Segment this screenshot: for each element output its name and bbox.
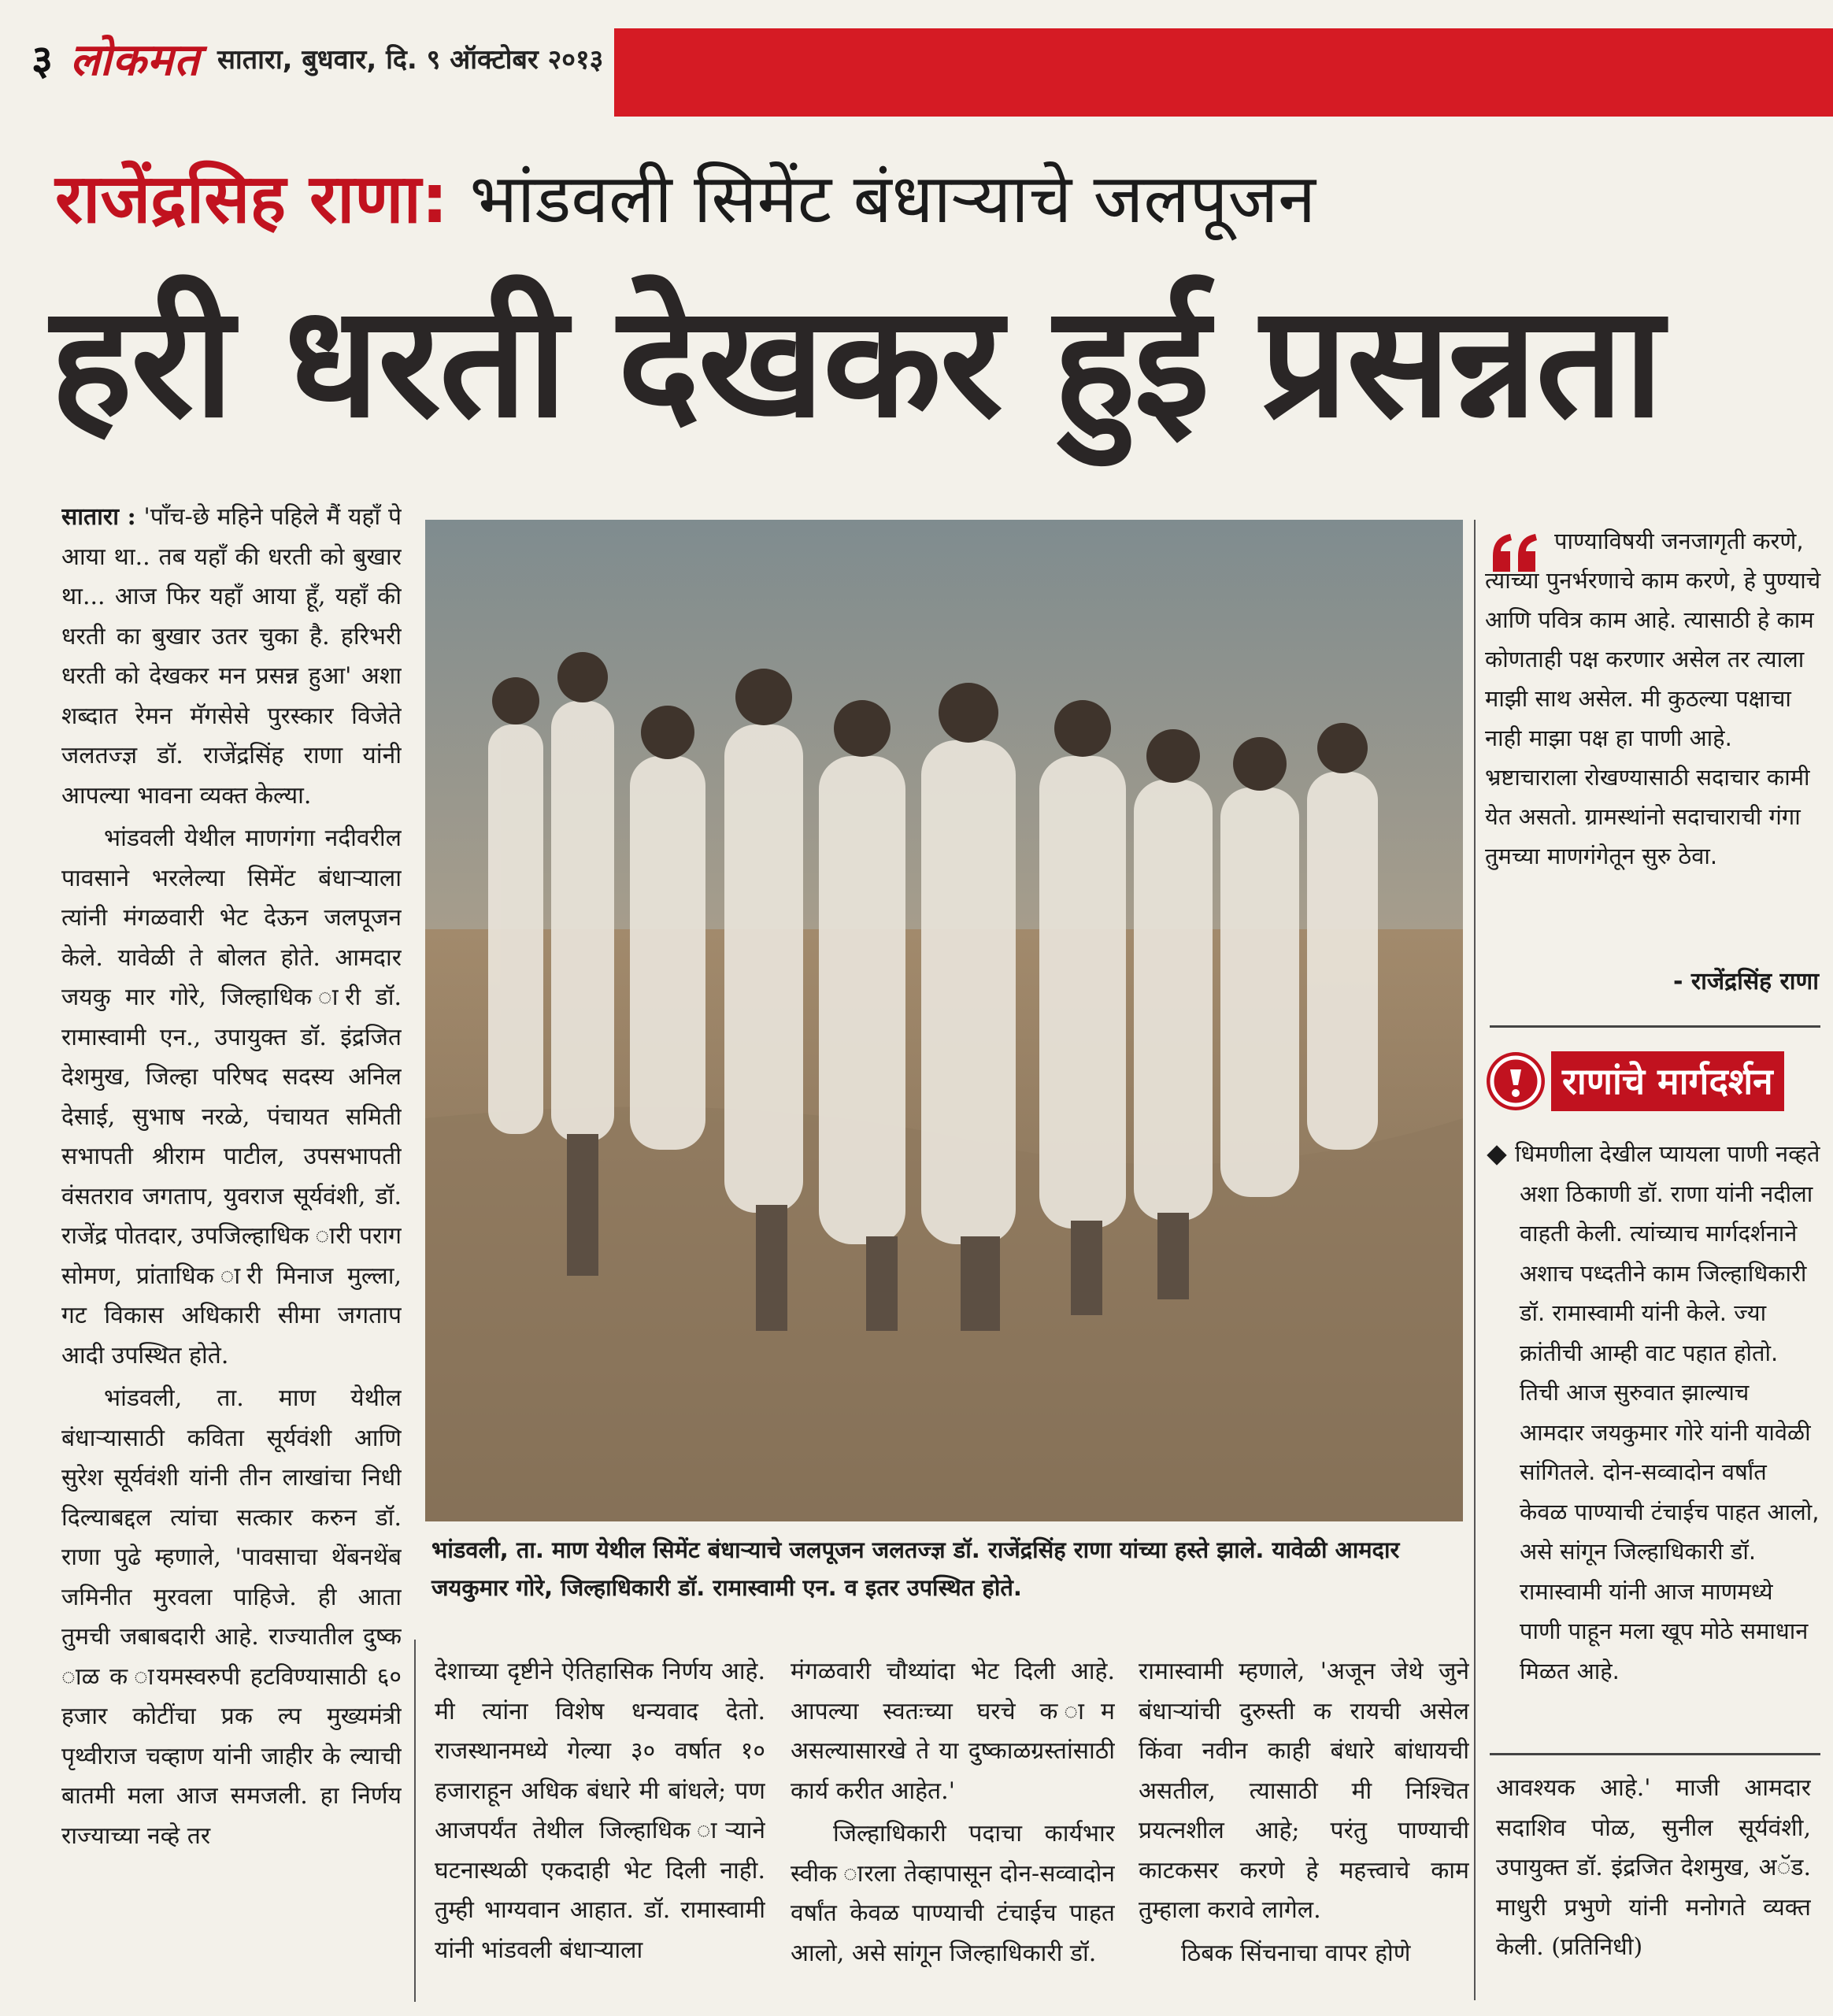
article-column-b-para-1: मंगळवारी चौथ्यांदा भेट दिली आहे. आपल्या स्वतःच्या घरचे क ाम असल्यासारखे ते या दुष्काळग्रस्तांसाठी कार्य करीत आहेत.' xyxy=(791,1658,1115,1805)
dateline: सातारा, बुधवार, दि. ९ ऑक्टोबर २०१३ xyxy=(217,44,604,76)
bullet-icon xyxy=(1487,1145,1506,1165)
guidance-badge-icon xyxy=(1487,1052,1545,1110)
article-column-a: देशाच्या दृष्टीने ऐतिहासिक निर्णय आहे. मी त्यांना विशेष धन्यवाद देतो. राजस्थानमध्ये गेल्या ३० वर्षात १० हजाराहून अधिक बंधारे मी बांधले; पण आजपर्यंत तेथील जिल्हाधिक ाऱ्याने घटनास्थळी एकदाही भेट दिली नाही. तुम्ही भाग्यवान आहात. डॉ. रामास्वामी यांनी भांडवली बंधाऱ्याला xyxy=(435,1658,765,1964)
article-paragraph-2: भांडवली येथील माणगंगा नदीवरील पावसाने भरलेल्या सिमेंट बंधाऱ्याला त्यांनी मंगळवारी भेट देऊन जलपूजन केले. यावेळी ते बोलत होते. आमदार जयकु मार गोरे, जिल्हाधिक ारी डॉ. रामास्वामी एन., उपायुक्त डॉ. इंद्रजित देशमुख, जिल्हा परिषद सदस्य अनिल देसाई, सुभाष नरळे, पंचायत समिती सभापती श्रीराम पाटील, उपसभापती वंसतराव जगताप, युवराज सूर्यवंशी, डॉ. राजेंद्र पोतदार, उपजिल्हाधिक ारी पराग सोमण, प्रांताधिक ारी मिनाज मुल्ला, गट विकास अधिकारी सीमा जगताप आदी उपस्थित होते. xyxy=(61,825,402,1369)
newspaper-logo: लोकमत xyxy=(70,35,200,86)
guidance-body xyxy=(1490,1134,1820,1748)
page-number: ३ xyxy=(31,36,54,84)
photo-caption: भांडवली, ता. माण येथील सिमेंट बंधाऱ्याचे जलपूजन जलतज्ज्ञ डॉ. राजेंद्रसिंह राणा यांच्या हस्ते झाले. यावेळी आमदार जयकुमार गोरे, जिल्हाधिकारी डॉ. रामास्वामी एन. व इतर उपस्थित होते. xyxy=(431,1536,1400,1601)
article-column-c-para-2: ठिबक सिंचनाचा वापर होणे xyxy=(1181,1939,1411,1967)
article-column-c xyxy=(1139,1652,1469,1999)
main-headline: हरी धरती देखकर हुई प्रसन्नता xyxy=(50,272,1662,452)
quote-text: पाण्याविषयी जनजागृती करणे, त्याच्या पुनर्भरणाचे काम करणे, हे पुण्याचे आणि पवित्र काम आहे. त्यासाठी हे काम कोणताही पक्ष करणार असेल तर त्याला माझी साथ असेल. मी कुठल्या पक्षाचा नाही माझा पक्ष हा पाणी आहे. भ्रष्टाचाराला रोखण्यासाठी सदाचार कामी येत असतो. ग्रामस्थांनो सदाचाराची गंगा तुमच्या माणगंगेतून सुरु ठेवा. xyxy=(1485,528,1821,869)
guidance-text: धिमणीला देखील प्यायला पाणी नव्हते अशा ठिकाणी डॉ. राणा यांनी नदीला वाहती केली. त्यांच्याच मार्गदर्शनाने अशाच पध्दतीने काम जिल्हाधिकारी डॉ. रामास्वामी यांनी केले. ज्या क्रांतीची आम्ही वाट पहात होतो. तिची आज सुरुवात झाल्याच आमदार जयकुमार गोरे यांनी यावेळी सांगितले. दोन-सव्वादोन वर्षांत केवळ पाण्याची टंचाईच पाहत आलो, असे सांगून जिल्हाधिकारी डॉ. रामास्वामी यांनी आज माणमध्ये पाणी पाहून मला खूप मोठे समाधान मिळत आहे. xyxy=(1515,1140,1820,1684)
guidance-divider xyxy=(1490,1753,1820,1755)
article-column-b-para-2: जिल्हाधिकारी पदाचा कार्यभार स्वीक ारला तेव्हापासून दोन-सव्वादोन वर्षांत केवळ पाण्याची टंचाईच पाहत आलो, असे सांगून जिल्हाधिकारी डॉ. xyxy=(791,1820,1115,1967)
article-paragraph-1: 'पाँच-छे महिने पहिले मैं यहाँ पे आया था.. तब यहाँ की धरती को बुखार था... आज फिर यहाँ आया हूँ, यहाँ की धरती का बुखार उतर चुका है. हरिभरी धरती को देखकर मन प्रसन्न हुआ' अशा शब्दात रेमन मॅगसेसे पुरस्कार विजेते जलतज्ज्ञ डॉ. राजेंद्रसिंह राणा यांनी आपल्या भावना व्यक्त केल्या. xyxy=(61,503,402,810)
kicker-name: राजेंद्रसिह राणा: xyxy=(55,160,449,239)
masthead-red-band xyxy=(614,28,1833,117)
quote-author: - राजेंद्रसिंह राणा xyxy=(1672,968,1819,995)
kicker-headline xyxy=(55,148,1787,250)
article-column-c-para-1: रामास्वामी म्हणाले, 'अजून जेथे जुने बंधाऱ्यांची दुरुस्ती क रायची असेल किंवा नवीन काही बंधारे बांधायची असतील, त्यासाठी मी निश्चित प्रयत्नशील आहे; परंतु पाण्याची काटकसर करणे हे महत्त्वाचे काम तुम्हाला करावे लागेल. xyxy=(1139,1658,1469,1924)
article-column-d: आवश्यक आहे.' माजी आमदार सदाशिव पोळ, सुनील सूर्यवंशी, उपायुक्त डॉ. इंद्रजित देशमुख, अॅड. माधुरी प्रभुणे यांनी मनोगते व्यक्त केली. (प्रतिनिधी) xyxy=(1496,1774,1811,1961)
quote-divider xyxy=(1490,1025,1820,1028)
guidance-title: राणांचे मार्गदर्शन xyxy=(1551,1051,1784,1111)
kicker-text: भांडवली सिमेंट बंधाऱ्याचे जलपूजन xyxy=(448,160,1316,239)
article-column-b xyxy=(791,1652,1115,1999)
masthead xyxy=(31,14,614,102)
article-paragraph-3: भांडवली, ता. माण येथील बंधाऱ्यासाठी कविता सूर्यवंशी आणि सुरेश सूर्यवंशी यांनी तीन लाखांचा निधी दिल्याबद्दल त्यांचा सत्कार करुन डॉ. राणा पुढे म्हणाले, 'पावसाचा थेंबनथेंब जमिनीत मुरवला पाहिजे. ही आता तुमची जबाबदारी आहे. राज्यातील दुष्क ाळ क ायमस्वरुपी हटविण्यासाठी ६० हजार कोटींचा प्रक ल्प मुख्यमंत्री पृथ्वीराज चव्हाण यांनी जाहीर के ल्याची बातमी मला आज समजली. हा निर्णय राज्याच्या नव्हे तर xyxy=(61,1384,402,1850)
article-column-left xyxy=(61,498,402,1994)
photo-illustration xyxy=(425,520,1463,1521)
news-photo xyxy=(425,520,1463,1521)
guidance-header xyxy=(1487,1046,1820,1117)
dateline-place: सातारा : xyxy=(61,503,136,531)
sidebar-divider xyxy=(1474,520,1476,2000)
column-divider xyxy=(414,1640,416,2002)
